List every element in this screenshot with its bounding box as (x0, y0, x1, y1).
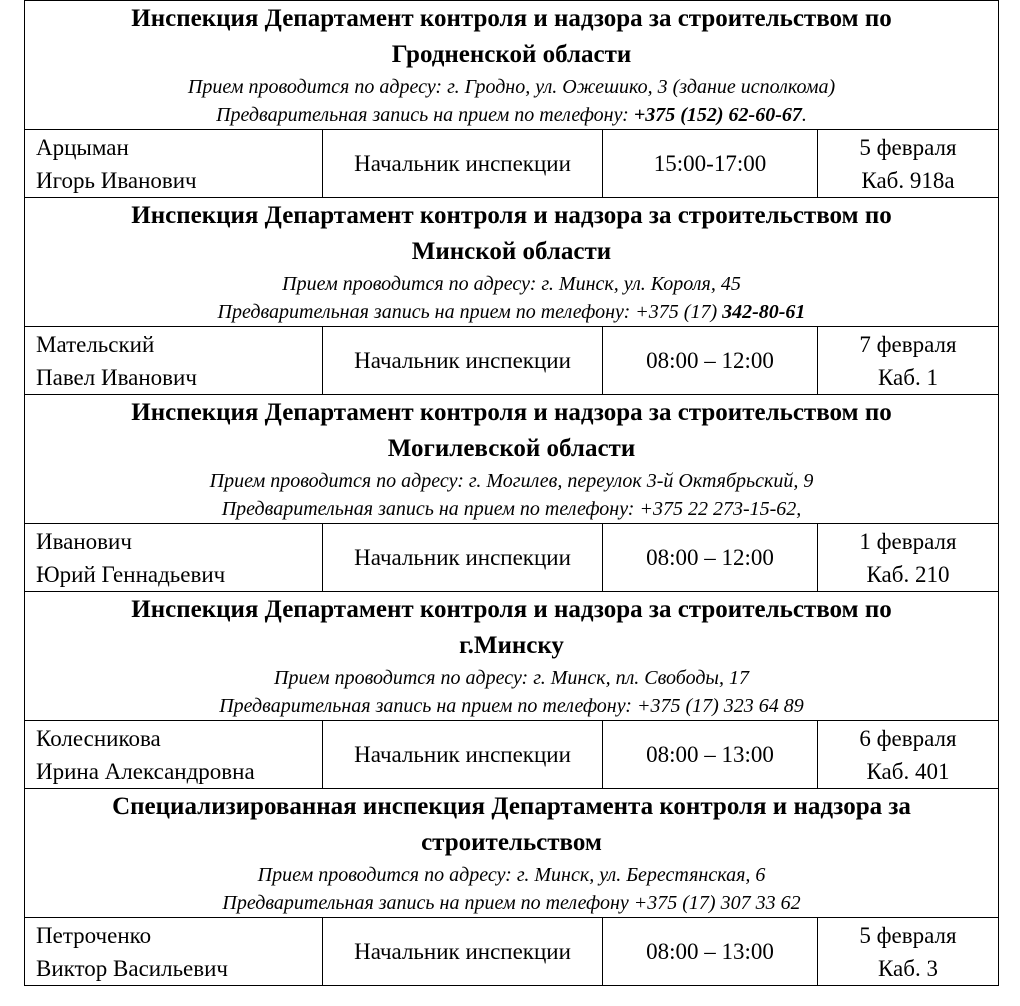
official-name-cell (25, 524, 323, 592)
section-header-row (25, 789, 999, 918)
official-given-names: Игорь Иванович (36, 167, 197, 193)
appointment-phone-line (25, 101, 998, 129)
phone-prefix: Предварительная запись на прием по телефону: (216, 104, 634, 126)
department-title-line2: Минской области (411, 238, 612, 265)
reception-room: Каб. 1 (878, 364, 938, 390)
official-given-names: Виктор Васильевич (36, 955, 228, 981)
official-name-cell (25, 918, 323, 986)
reception-address: Прием проводится по адресу: г. Минск, ул. Берестянская, 6 (257, 864, 766, 886)
department-title (25, 395, 998, 467)
section-header-row (25, 198, 999, 327)
official-given-names: Ирина Александровна (36, 758, 255, 784)
official-surname: Петроченко (36, 922, 152, 948)
reception-date: 5 февраля (859, 922, 957, 948)
department-title-line2: Могилевской области (387, 435, 636, 462)
reception-date-cell (818, 327, 999, 395)
official-name-cell (25, 130, 323, 198)
section-header-row (25, 395, 999, 524)
official-given-names: Павел Иванович (36, 364, 197, 390)
section-header-cell (25, 592, 999, 721)
phone-prefix: Предварительная запись на прием по телефону: +375 22 273-15-62, (221, 498, 802, 520)
official-name-cell (25, 721, 323, 789)
reception-time: 08:00 – 12:00 (603, 327, 818, 395)
official-position: Начальник инспекции (323, 130, 603, 198)
reception-date-cell (818, 130, 999, 198)
department-title-line1: Инспекция Департамент контроля и надзора за строительством по (131, 399, 892, 426)
reception-date: 1 февраля (859, 528, 957, 554)
official-position: Начальник инспекции (323, 327, 603, 395)
reception-address: Прием проводится по адресу: г. Могилев, переулок 3-й Октябрьский, 9 (209, 470, 814, 492)
department-title (25, 1, 998, 73)
reception-address: Прием проводится по адресу: г. Гродно, ул. Ожешико, 3 (здание исполкома) (187, 76, 836, 98)
department-title-line2: Гродненской области (391, 41, 632, 68)
department-title-line2: строительством (421, 829, 602, 856)
appointment-phone-line (25, 495, 998, 523)
department-title-line1: Инспекция Департамент контроля и надзора за строительством по (131, 596, 892, 623)
department-title-line2: г.Минску (459, 632, 564, 659)
reception-room: Каб. 401 (866, 758, 950, 784)
official-row (25, 130, 999, 198)
reception-address: Прием проводится по адресу: г. Минск, ул. Короля, 45 (282, 273, 741, 295)
section-header-cell (25, 395, 999, 524)
official-given-names: Юрий Геннадьевич (36, 561, 226, 587)
reception-room: Каб. 3 (878, 955, 938, 981)
official-surname: Арцыман (36, 134, 129, 160)
official-surname: Иванович (36, 528, 132, 554)
department-title (25, 198, 998, 270)
appointment-phone-line (25, 889, 998, 917)
section-header-cell (25, 1, 999, 130)
section-header-row (25, 592, 999, 721)
official-position: Начальник инспекции (323, 918, 603, 986)
section-header-cell (25, 789, 999, 918)
official-position: Начальник инспекции (323, 721, 603, 789)
official-row (25, 918, 999, 986)
phone-prefix: Предварительная запись на прием по телефону: +375 (17) (217, 301, 723, 323)
official-row (25, 327, 999, 395)
reception-room: Каб. 210 (866, 561, 950, 587)
official-name-cell (25, 327, 323, 395)
section-header-cell (25, 198, 999, 327)
reception-time: 15:00-17:00 (603, 130, 818, 198)
phone-number-bold: 342-80-61 (722, 301, 806, 323)
department-title (25, 789, 998, 861)
reception-date-cell (818, 918, 999, 986)
department-title-line1: Специализированная инспекция Департамента контроля и надзора за (112, 793, 911, 820)
phone-number-bold: +375 (152) 62-60-67 (633, 104, 802, 126)
official-row (25, 721, 999, 789)
reception-date: 7 февраля (859, 331, 957, 357)
official-surname: Колесникова (36, 725, 161, 751)
phone-prefix: Предварительная запись на прием по телефону: +375 (17) 323 64 89 (219, 695, 804, 717)
reception-date-cell (818, 524, 999, 592)
official-surname: Мательский (36, 331, 155, 357)
department-title-line1: Инспекция Департамент контроля и надзора за строительством по (131, 202, 892, 229)
reception-date: 6 февраля (859, 725, 957, 751)
reception-room: Каб. 918а (861, 167, 955, 193)
appointment-phone-line (25, 298, 998, 326)
official-position: Начальник инспекции (323, 524, 603, 592)
reception-date-cell (818, 721, 999, 789)
section-header-row (25, 1, 999, 130)
phone-suffix: . (801, 104, 807, 126)
reception-schedule-table (24, 0, 999, 986)
reception-address: Прием проводится по адресу: г. Минск, пл. Свободы, 17 (274, 667, 749, 689)
reception-time: 08:00 – 13:00 (603, 721, 818, 789)
reception-date: 5 февраля (859, 134, 957, 160)
reception-time: 08:00 – 12:00 (603, 524, 818, 592)
phone-prefix: Предварительная запись на прием по телефону +375 (17) 307 33 62 (222, 892, 801, 914)
appointment-phone-line (25, 692, 998, 720)
department-title (25, 592, 998, 664)
official-row (25, 524, 999, 592)
department-title-line1: Инспекция Департамент контроля и надзора за строительством по (131, 5, 892, 32)
reception-time: 08:00 – 13:00 (603, 918, 818, 986)
